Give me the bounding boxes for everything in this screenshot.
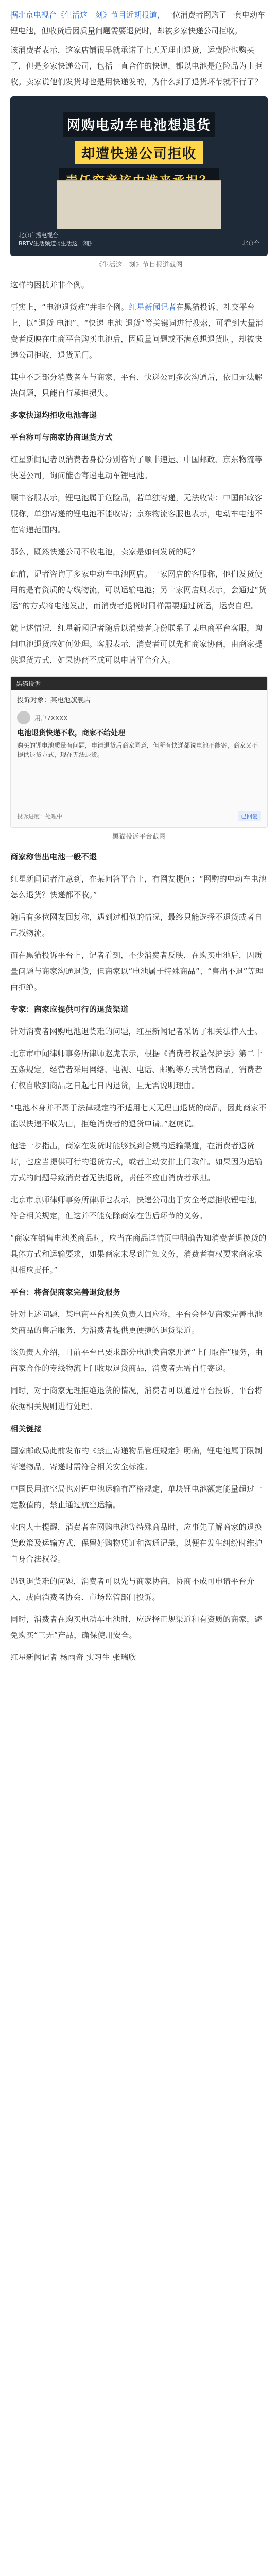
section-heading: 专家：商家应提供可行的退货渠道 (10, 1005, 129, 1014)
section-heading: 平台称可与商家协商退货方式 (10, 433, 113, 442)
paragraph: 就上述情况，红星新闻记者随后以消费者身份联系了某电商平台客服，询问电池退货应如何处理。客服表示，消费者可以先和商家协商，由商家提供退货方式，如果协商不成可以申请平台介入。 (10, 623, 263, 665)
paragraph (0, 299, 278, 363)
stamp-line: 北京广播电视台 (19, 232, 58, 239)
complaint-target: 投诉对象：某电池旗舰店 (17, 697, 91, 704)
paragraph: 该消费者表示，这家店铺很早就承诺了七天无理由退货，运费险也购买了，但是多家快递公司，包括一直合作的快递，都以电池是危险品为由拒收。卖家说他们发货时也是用快递发的，为什么到了退货环节就不行了？ (10, 45, 263, 87)
paragraph: 顺丰客服表示，锂电池属于危险品，若单独寄递，无法收寄；中国邮政客服称，单独寄递的锂电池不能收寄；京东物流客服也表示，电动车电池不在寄递范围内。 (10, 493, 263, 534)
avatar (17, 711, 30, 724)
complaint-screenshot (10, 676, 268, 828)
paragraph: 遇到退货难的问题，消费者可以先与商家协商，协商不成可申请平台介入，或向消费者协会、市场监管部门投诉。 (10, 1577, 255, 1602)
video-title-overlay (18, 112, 260, 191)
paragraph: 该负责人介绍，目前平台已要求部分电池类商家开通“上门取件”服务，由商家合作的专线物流上门收取退货商品，消费者无需自行寄递。 (10, 1348, 263, 1373)
complaint-user (11, 706, 267, 724)
video-player[interactable] (10, 96, 268, 256)
paragraph: 那么，既然快递公司不收电池，卖家是如何发货的呢？ (10, 547, 200, 556)
complaint-title: 电池退货快递不收，商家不给处理 (17, 729, 125, 737)
section-heading: 商家称售出电池一般不退 (10, 852, 97, 861)
paragraph: 针对消费者网购电池退货难的问题，红星新闻记者采访了相关法律人士。 (10, 1027, 263, 1036)
user-name: 用户7XXXX (34, 714, 68, 722)
complaint-status: 投诉进度：处理中 (17, 813, 62, 820)
intro-text: 一位消费者网购了一套电动车锂电池，但收货后因质量问题需要退货时，却被多家快递公司拒收。 (10, 10, 266, 36)
paragraph: 中国民用航空局也对锂电池运输有严格规定，单块锂电池额定能量超过一定数值的，禁止通过航空运输。 (10, 1484, 263, 1510)
section-heading: 相关链接 (10, 1424, 42, 1433)
paragraph: 此前，记者咨询了多家电动车电池网店。一家网店的客服称，他们发货使用的是有资质的专线物流，可以运输电池；另一家网店则表示，会通过“货运”的方式将电池发出，而消费者退货时同样需要通过货运，运费自理。 (10, 569, 267, 611)
paragraph: 国家邮政局此前发布的《禁止寄递物品管理规定》明确，锂电池属于限制寄递物品，寄递时需符合相关安全标准。 (10, 1446, 263, 1471)
paragraph-text: 在黑猫投诉、社交平台上，以“退货 电池”、“快递 电池 退货”等关键词进行搜索，可看到大量消费者反映在电商平台购买电池后，因质量问题或不满意想退货时，却被快递公司拒收，退货无门。 (10, 302, 264, 360)
paragraph: 业内人士提醒，消费者在网购电池等特殊商品时，应事先了解商家的退换货政策及运输方式，保留好购物凭证和沟通记录，以便在发生纠纷时维护自身合法权益。 (10, 1522, 263, 1564)
source-link[interactable]: 据北京电视台《生活这一刻》节目近期报道， (10, 10, 165, 20)
paragraph-text: 事实上，“电池退货难”并非个例。 (10, 302, 129, 312)
paragraph: “电池本身并不属于法律规定的不适用七天无理由退货的商品，因此商家不能以快递不收为由，拒绝消费者的退货申请。”赵虎说。 (10, 1103, 267, 1128)
paragraph: 其中不乏部分消费者在与商家、平台、快递公司多次沟通后，依旧无法解决问题，只能自行承担损失。 (10, 372, 263, 398)
reporter-link[interactable]: 红星新闻记者 (129, 302, 177, 312)
video-title-line: 却遭快递公司拒收 (75, 141, 203, 164)
paragraph: 同时，对于商家无理拒绝退货的情况，消费者可以通过平台投诉，平台将依据相关规则进行处理。 (10, 1386, 263, 1411)
article-intro (0, 0, 278, 42)
image-caption: 《生活这一刻》节目报道截图 (95, 261, 183, 269)
stamp-line: BRTV生活频道·《生活这一刻》 (19, 240, 95, 247)
status-badge: 已回复 (238, 811, 261, 821)
paragraph: 红星新闻记者注意到，在某问答平台上，有网友提问：“网购的电动车电池怎么退货？快递都不收。” (10, 874, 267, 900)
paragraph: 北京市中闻律师事务所律师赵虎表示，根据《消费者权益保护法》第二十五条规定，经营者采用网络、电视、电话、邮购等方式销售商品，消费者有权自收到商品之日起七日内退货，且无需说明理由。 (10, 1049, 263, 1090)
paragraph: 针对上述问题，某电商平台相关负责人回应称，平台会督促商家完善电池类商品的售后服务，为消费者提供更便捷的退货渠道。 (10, 1310, 263, 1335)
paragraph: “商家在销售电池类商品时，应当在商品详情页中明确告知消费者退换货的具体方式和运输要求，如果商家未尽到告知义务，消费者有权要求商家承担相应责任。” (10, 1233, 267, 1275)
paragraph: 随后有多位网友回复称，遇到过相似的情况，最终只能选择不退货或者自己找物流。 (10, 912, 263, 938)
video-source-stamp (19, 231, 95, 248)
editor-credit: 红星新闻记者 杨雨奇 实习生 张瑞欣 (10, 1653, 136, 1662)
section-heading: 多家快递均拒收电池寄递 (10, 411, 97, 420)
broadcaster-logo: 北京台 (242, 240, 259, 246)
paragraph: 同时，消费者在购买电动车电池时，应选择正规渠道和有资质的商家，避免购买“三无”产品，确保使用安全。 (10, 1615, 263, 1640)
complaint-text: 购买的锂电池质量有问题，申请退货后商家同意，但所有快递都说电池不能寄，商家又不提供退货方式，现在无法退货。 (17, 742, 258, 758)
paragraph: 他进一步指出，商家在发货时能够找到合规的运输渠道，在消费者退货时，也应当提供可行的退货方式，或者主动安排上门取件。如果因为运输方式的问题导致消费者无法退货，责任不应由消费者承担。 (10, 1141, 263, 1182)
video-title-line: 网购电动车电池想退货 (63, 112, 215, 137)
screenshot-topbar: 黑猫投诉 (11, 677, 267, 690)
battery-package-image (57, 180, 221, 229)
image-caption: 黑猫投诉平台截图 (112, 833, 166, 841)
paragraph: 北京市京师律师事务所律师也表示，快递公司出于安全考虑拒收锂电池，符合相关规定，但这并不能免除商家在售后环节的义务。 (10, 1195, 263, 1221)
paragraph: 红星新闻记者以消费者身份分别咨询了顺丰速运、中国邮政、京东物流等快递公司，询问能否寄递电动车锂电池。 (10, 455, 263, 480)
section-heading: 平台：将督促商家完善退货服务 (10, 1287, 121, 1297)
paragraph: 这样的困扰并非个例。 (10, 280, 90, 290)
paragraph: 而在黑猫投诉平台上，记者看到，不少消费者反映，在购买电池后，因质量问题与商家沟通退货，但商家以“电池属于特殊商品”、“售出不退”等理由拒绝。 (10, 951, 264, 992)
